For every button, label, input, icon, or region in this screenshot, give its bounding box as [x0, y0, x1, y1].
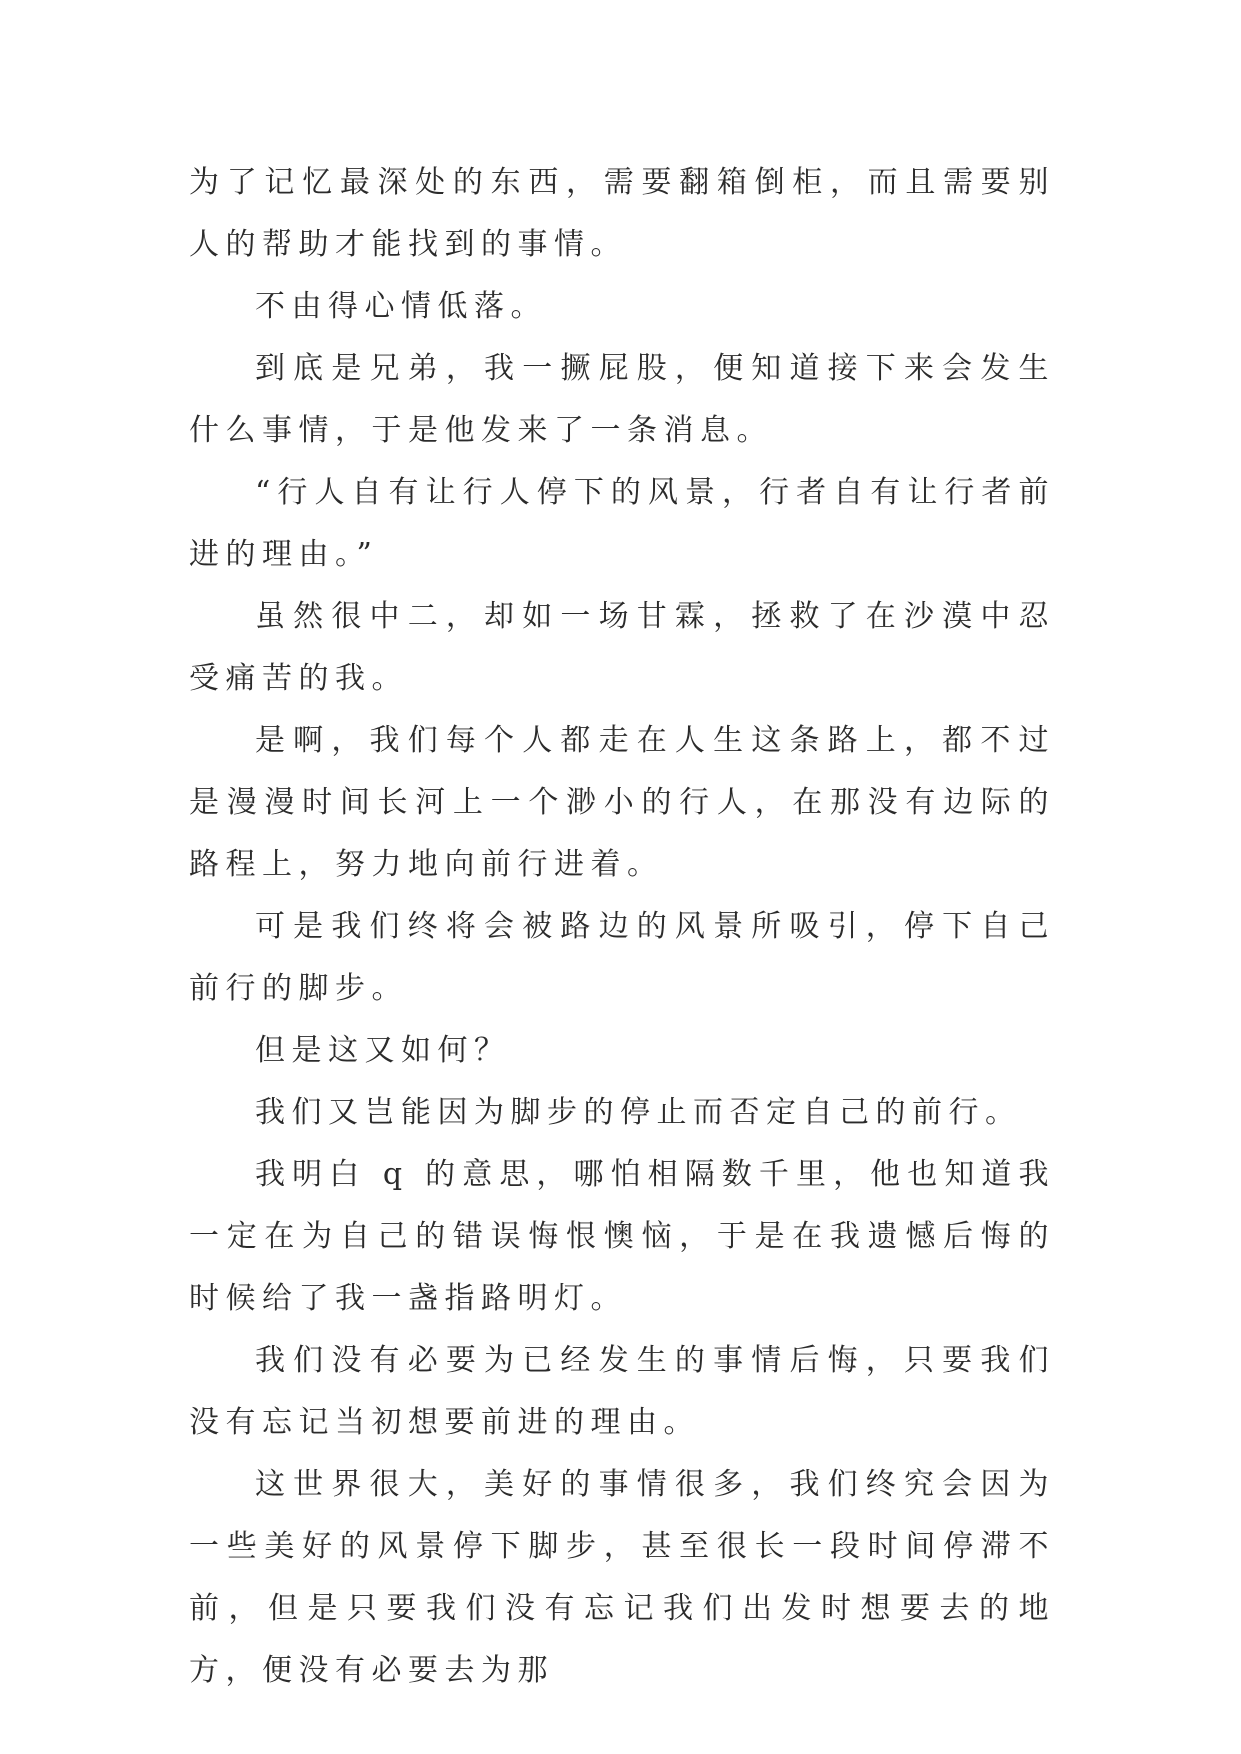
paragraph: 这世界很大，美好的事情很多，我们终究会因为一些美好的风景停下脚步，甚至很长一段时间停滞不前，但是只要我们没有忘记我们出发时想要去的地方，便没有必要去为那	[189, 1467, 1055, 1688]
paragraph: 虽然很中二，却如一场甘霖，拯救了在沙漠中忍受痛苦的我。	[189, 599, 1055, 696]
paragraph: 但是这又如何？	[255, 1033, 511, 1068]
paragraph: “行人自有让行人停下的风景，行者自有让行者前进的理由。”	[189, 475, 1055, 572]
paragraph: 是啊，我们每个人都走在人生这条路上，都不过是漫漫时间长河上一个渺小的行人，在那没有边际的路程上，努力地向前行进着。	[189, 723, 1055, 882]
paragraph: 不由得心情低落。	[255, 289, 547, 324]
paragraph: 为了记忆最深处的东西，需要翻箱倒柜，而且需要别人的帮助才能找到的事情。	[189, 165, 1055, 262]
paragraph: 我们又岂能因为脚步的停止而否定自己的前行。	[255, 1095, 1022, 1130]
paragraph: 我明白 q 的意思，哪怕相隔数千里，他也知道我一定在为自己的错误悔恨懊恼，于是在我遗憾后悔的时候给了我一盏指路明灯。	[189, 1157, 1055, 1316]
paragraph: 到底是兄弟，我一撅屁股，便知道接下来会发生什么事情，于是他发来了一条消息。	[189, 351, 1055, 448]
document-body	[189, 152, 1055, 1702]
paragraph: 可是我们终将会被路边的风景所吸引，停下自己前行的脚步。	[189, 909, 1055, 1006]
paragraph: 我们没有必要为已经发生的事情后悔，只要我们没有忘记当初想要前进的理由。	[189, 1343, 1055, 1440]
